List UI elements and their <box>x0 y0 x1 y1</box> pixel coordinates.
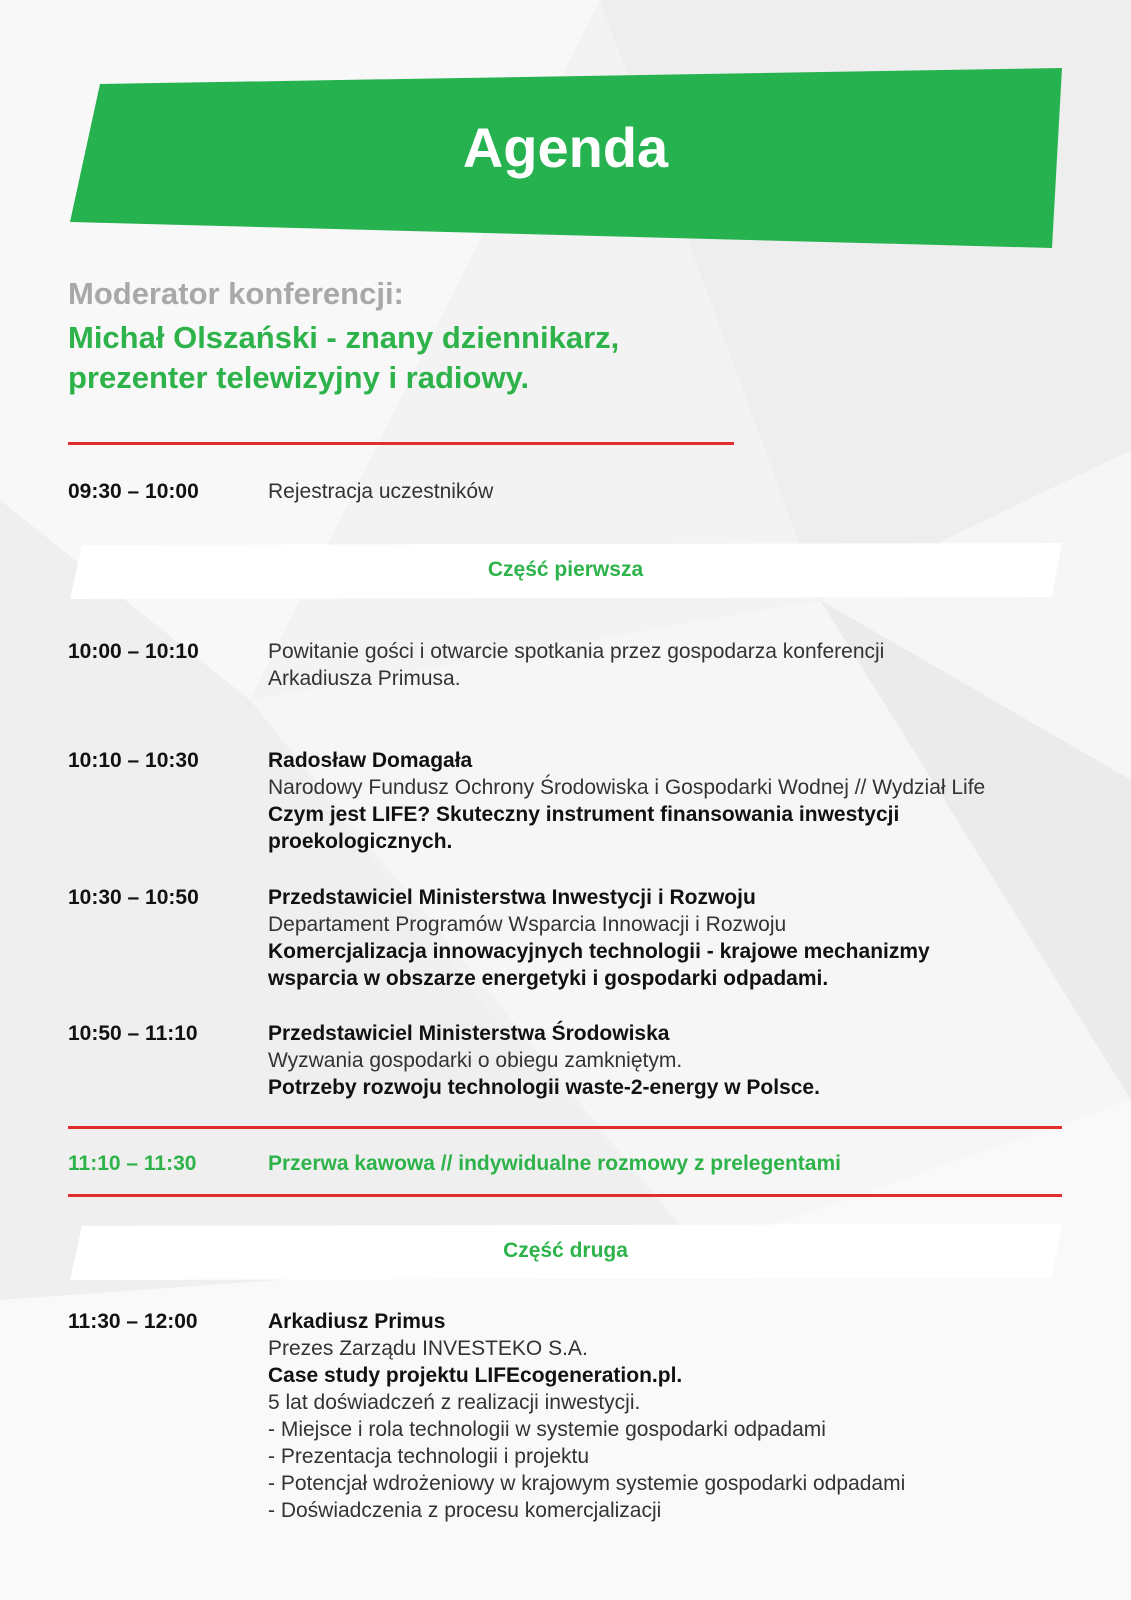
moderator-description <box>68 318 768 398</box>
break-divider-top <box>68 1126 1062 1129</box>
talk-topic: Komercjalizacja innowacyjnych technologii - krajowe mechanizmy <box>268 940 930 963</box>
agenda-time: 10:00 – 10:10 <box>68 640 199 663</box>
speaker-name: Arkadiusz Primus <box>268 1310 446 1333</box>
agenda-time: 11:30 – 12:00 <box>68 1310 198 1333</box>
speaker-affiliation: Narodowy Fundusz Ochrony Środowiska i Gospodarki Wodnej // Wydział Life <box>268 776 986 799</box>
talk-topic: Potrzeby rozwoju technologii waste-2-energy w Polsce. <box>268 1076 820 1099</box>
moderator-label: Moderator konferencji: <box>68 276 404 311</box>
speaker-affiliation: Departament Programów Wsparcia Innowacji i Rozwoju <box>268 913 787 936</box>
agenda-text: Rejestracja uczestników <box>268 480 494 503</box>
talk-topic: Case study projektu LIFEcogeneration.pl. <box>268 1364 683 1387</box>
speaker-name: Radosław Domagała <box>268 749 473 772</box>
bullet-item: - Miejsce i rola technologii w systemie gospodarki odpadami <box>268 1418 826 1441</box>
agenda-text-line: Wyzwania gospodarki o obiegu zamkniętym. <box>268 1049 683 1072</box>
speaker-name: Przedstawiciel Ministerstwa Środowiska <box>268 1022 670 1045</box>
talk-topic: wsparcia w obszarze energetyki i gospodarki odpadami. <box>268 967 829 990</box>
agenda-time: 10:50 – 11:10 <box>68 1022 198 1045</box>
agenda-time: 10:10 – 10:30 <box>68 749 199 772</box>
bullet-item: - Doświadczenia z procesu komercjalizacji <box>268 1499 662 1522</box>
moderator-line-1: Michał Olszański - znany dziennikarz, <box>68 320 620 355</box>
agenda-text-line: Arkadiusza Primusa. <box>268 667 461 690</box>
section-label-second: Część druga <box>503 1239 628 1262</box>
bullet-item: - Prezentacja technologii i projektu <box>268 1445 590 1468</box>
moderator-line-2: prezenter telewizyjny i radiowy. <box>68 360 530 395</box>
agenda-time: 09:30 – 10:00 <box>68 480 199 503</box>
page-title: Agenda <box>462 116 669 179</box>
bullet-item: - Potencjał wdrożeniowy w krajowym systemie gospodarki odpadami <box>268 1472 906 1495</box>
talk-topic: proekologicznych. <box>268 830 453 853</box>
break-divider-bottom <box>68 1194 1062 1197</box>
speaker-name: Przedstawiciel Ministerstwa Inwestycji i Rozwoju <box>268 886 756 909</box>
agenda-text-line: 5 lat doświadczeń z realizacji inwestycji. <box>268 1391 641 1414</box>
section-label-first: Część pierwsza <box>487 558 644 581</box>
agenda-text-line: Powitanie gości i otwarcie spotkania przez gospodarza konferencji <box>268 640 885 663</box>
moderator-divider <box>68 442 734 445</box>
agenda-text: Przerwa kawowa // indywidualne rozmowy z prelegentami <box>268 1152 841 1175</box>
agenda-time: 11:10 – 11:30 <box>68 1152 197 1175</box>
talk-topic: Czym jest LIFE? Skuteczny instrument finansowania inwestycji <box>268 803 900 826</box>
speaker-affiliation: Prezes Zarządu INVESTEKO S.A. <box>268 1337 588 1360</box>
agenda-time: 10:30 – 10:50 <box>68 886 199 909</box>
